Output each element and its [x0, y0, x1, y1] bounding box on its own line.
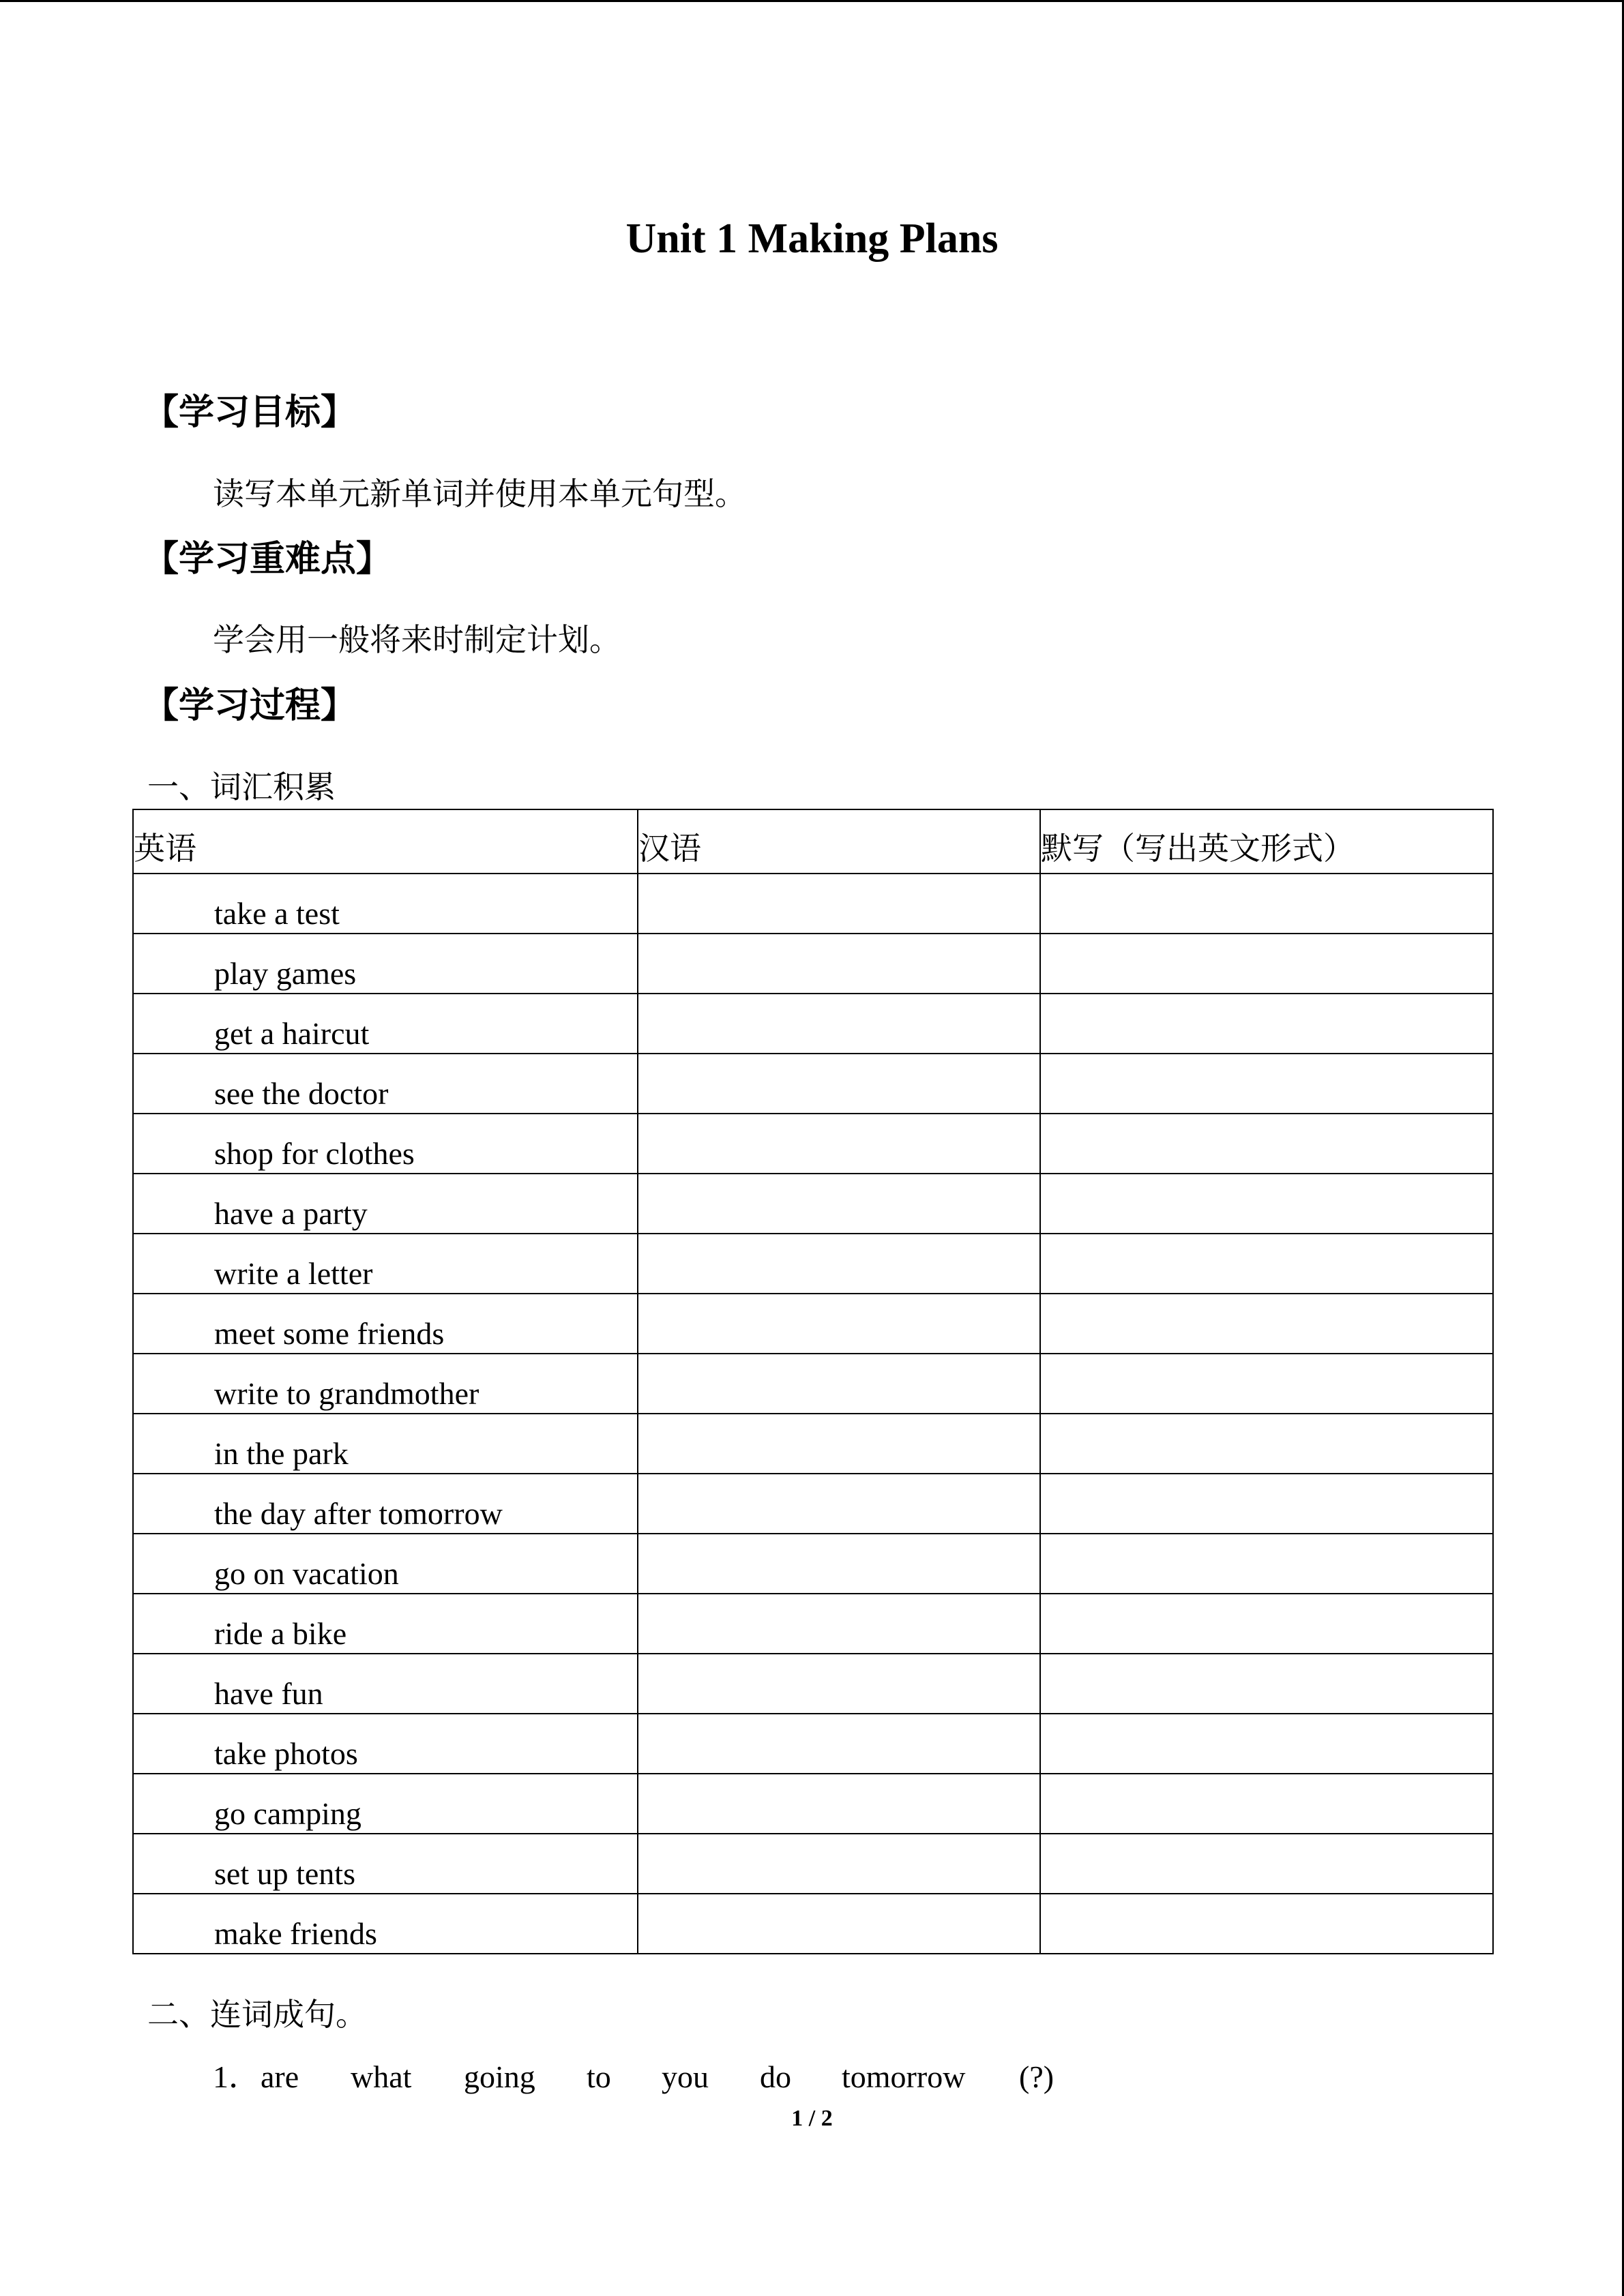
- vocab-english-cell: write a letter: [133, 1234, 638, 1294]
- vocab-chinese-cell[interactable]: [638, 1054, 1040, 1114]
- table-row: [133, 994, 1493, 1054]
- vocab-english-cell: go camping: [133, 1774, 638, 1834]
- vocab-english-cell: set up tents: [133, 1834, 638, 1894]
- vocab-english-cell: the day after tomorrow: [133, 1474, 638, 1534]
- vocabulary-table: [132, 809, 1494, 1954]
- vocab-english-cell: meet some friends: [133, 1294, 638, 1354]
- vocab-english-cell: have fun: [133, 1654, 638, 1714]
- vocab-english-cell: in the park: [133, 1414, 638, 1474]
- page-number: 1 / 2: [791, 2106, 833, 2131]
- vocab-english-cell: go on vacation: [133, 1534, 638, 1594]
- vocab-chinese-cell[interactable]: [638, 934, 1040, 994]
- vocab-dictation-cell[interactable]: [1040, 994, 1493, 1054]
- vocab-english-cell: write to grandmother: [133, 1354, 638, 1414]
- question-word: (?): [1019, 2059, 1054, 2094]
- table-row: [133, 1294, 1493, 1354]
- table-header-row: [133, 809, 1493, 874]
- vocab-dictation-cell[interactable]: [1040, 1714, 1493, 1774]
- table-row: [133, 1414, 1493, 1474]
- table-row: [133, 1594, 1493, 1654]
- vocab-chinese-cell[interactable]: [638, 1294, 1040, 1354]
- vocab-dictation-cell[interactable]: [1040, 1234, 1493, 1294]
- question-word: do: [760, 2059, 791, 2094]
- vocab-chinese-cell[interactable]: [638, 1174, 1040, 1234]
- vocab-chinese-cell[interactable]: [638, 1354, 1040, 1414]
- question-word: tomorrow: [842, 2059, 966, 2094]
- vocab-english-cell: take photos: [133, 1714, 638, 1774]
- vocab-chinese-cell[interactable]: [638, 1834, 1040, 1894]
- table-row: [133, 1174, 1493, 1234]
- vocab-english-cell: shop for clothes: [133, 1114, 638, 1174]
- vocab-dictation-cell[interactable]: [1040, 874, 1493, 934]
- table-row: [133, 1834, 1493, 1894]
- table-row: [133, 1894, 1493, 1954]
- vocab-chinese-cell[interactable]: [638, 1114, 1040, 1174]
- heading-key-points: 【学习重难点】: [143, 539, 392, 580]
- vocab-english-cell: have a party: [133, 1174, 638, 1234]
- vocab-dictation-cell[interactable]: [1040, 934, 1493, 994]
- vocab-english-cell: ride a bike: [133, 1594, 638, 1654]
- question-word: you: [662, 2059, 709, 2094]
- question-1: [213, 2057, 1099, 2098]
- vocab-english-cell: take a test: [133, 874, 638, 934]
- vocab-english-cell: see the doctor: [133, 1054, 638, 1114]
- learning-goal-text: 读写本单元新单词并使用本单元句型。: [213, 475, 746, 512]
- vocab-dictation-cell[interactable]: [1040, 1354, 1493, 1414]
- vocab-chinese-cell[interactable]: [638, 1414, 1040, 1474]
- table-row: [133, 1534, 1493, 1594]
- vocab-chinese-cell[interactable]: [638, 1594, 1040, 1654]
- table-row: [133, 1354, 1493, 1414]
- vocab-chinese-cell[interactable]: [638, 1894, 1040, 1954]
- section-vocabulary: 一、词汇积累: [147, 769, 336, 805]
- page-title: Unit 1 Making Plans: [625, 215, 999, 262]
- table-row: [133, 934, 1493, 994]
- vocab-dictation-cell[interactable]: [1040, 1894, 1493, 1954]
- vocab-english-cell: play games: [133, 934, 638, 994]
- table-row: [133, 1774, 1493, 1834]
- vocab-english-cell: get a haircut: [133, 994, 638, 1054]
- vocab-chinese-cell[interactable]: [638, 1714, 1040, 1774]
- vocabulary-table-body: [133, 874, 1493, 1954]
- question-number: 1．: [213, 2059, 260, 2094]
- question-word: to: [587, 2059, 611, 2094]
- vocab-dictation-cell[interactable]: [1040, 1774, 1493, 1834]
- table-row: [133, 1654, 1493, 1714]
- vocab-chinese-cell[interactable]: [638, 1474, 1040, 1534]
- vocab-dictation-cell[interactable]: [1040, 1654, 1493, 1714]
- key-points-text: 学会用一般将来时制定计划。: [213, 621, 621, 658]
- vocab-chinese-cell[interactable]: [638, 874, 1040, 934]
- vocab-chinese-cell[interactable]: [638, 1774, 1040, 1834]
- table-row: [133, 1234, 1493, 1294]
- table-row: [133, 874, 1493, 934]
- vocab-dictation-cell[interactable]: [1040, 1114, 1493, 1174]
- section-sentence-building: 二、连词成句。: [147, 1996, 367, 2033]
- vocab-dictation-cell[interactable]: [1040, 1474, 1493, 1534]
- vocab-english-cell: make friends: [133, 1894, 638, 1954]
- heading-learning-goal: 【学习目标】: [143, 392, 357, 433]
- question-word: what: [351, 2059, 412, 2094]
- table-row: [133, 1474, 1493, 1534]
- page-border-top: [0, 0, 1624, 2]
- vocab-chinese-cell[interactable]: [638, 1234, 1040, 1294]
- vocab-dictation-cell[interactable]: [1040, 1534, 1493, 1594]
- vocab-dictation-cell[interactable]: [1040, 1294, 1493, 1354]
- header-english: 英语: [133, 809, 638, 874]
- vocab-dictation-cell[interactable]: [1040, 1594, 1493, 1654]
- table-row: [133, 1054, 1493, 1114]
- table-row: [133, 1114, 1493, 1174]
- header-chinese: 汉语: [638, 809, 1040, 874]
- vocab-chinese-cell[interactable]: [638, 994, 1040, 1054]
- question-word: are: [261, 2059, 299, 2094]
- vocab-chinese-cell[interactable]: [638, 1534, 1040, 1594]
- heading-learning-process: 【学习过程】: [143, 685, 357, 726]
- vocab-dictation-cell[interactable]: [1040, 1414, 1493, 1474]
- header-dictation: 默写（写出英文形式）: [1040, 809, 1493, 874]
- vocab-chinese-cell[interactable]: [638, 1654, 1040, 1714]
- vocab-dictation-cell[interactable]: [1040, 1174, 1493, 1234]
- table-row: [133, 1714, 1493, 1774]
- vocab-dictation-cell[interactable]: [1040, 1054, 1493, 1114]
- question-word: going: [464, 2059, 535, 2094]
- vocab-dictation-cell[interactable]: [1040, 1834, 1493, 1894]
